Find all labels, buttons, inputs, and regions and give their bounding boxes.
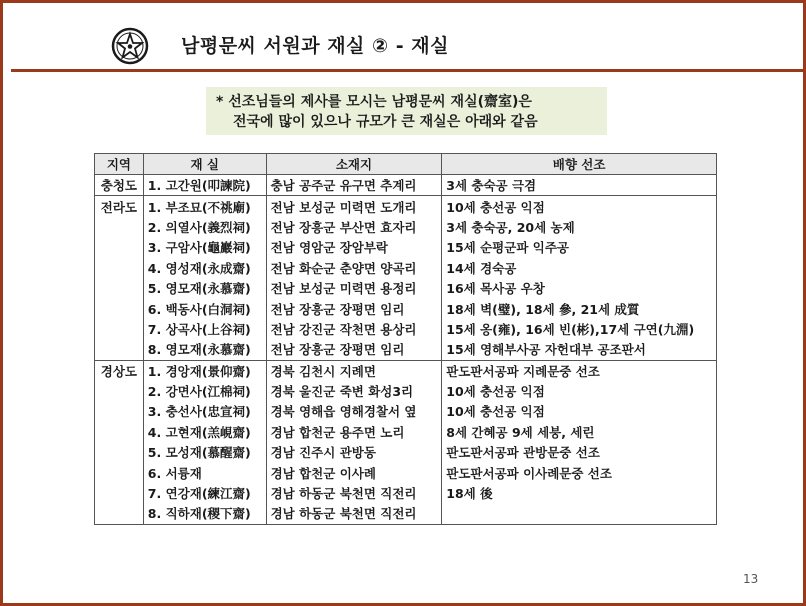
jaesil-table [94,153,717,525]
jaesil-cell: 6. 백동사(白洞祠) [143,298,266,318]
intro-note-line-2: 전국에 많이 있으나 규모가 큰 재실은 아래와 같음 [233,114,538,130]
location-cell: 전남 보성군 미력면 용정리 [266,278,442,298]
jaesil-cell: 5. 모성재(慕醒齋) [143,442,266,462]
ancestor-cell: 판도판서공파 이사례문중 선조 [442,462,717,482]
jaesil-cell: 4. 영성재(永成齋) [143,258,266,278]
jaesil-cell: 7. 상곡사(上谷祠) [143,319,266,339]
ancestor-cell: 판도판서공파 지례문중 선조 [442,360,717,381]
location-cell: 전남 장흥군 부산면 효자리 [266,217,442,237]
region-cell [95,381,144,401]
jaesil-cell: 1. 부조묘(不祧廟) [143,196,266,217]
region-cell [95,319,144,339]
location-cell: 전남 영암군 장암부락 [266,237,442,257]
location-cell: 경남 진주시 관방동 [266,442,442,462]
location-cell: 경북 영해읍 영해경찰서 옆 [266,401,442,421]
header-region: 지역 [95,154,144,175]
table-row [95,442,717,462]
jaesil-cell: 1. 고간원(叩諫院) [143,175,266,196]
jaesil-cell: 6. 서륭재 [143,462,266,482]
table-row [95,360,717,381]
location-cell: 전남 장흥군 장평면 임리 [266,298,442,318]
region-cell: 전라도 [95,196,144,217]
table-row [95,258,717,278]
ancestor-cell: 3세 충숙공 극겸 [442,175,717,196]
location-cell: 경남 합천군 이사례 [266,462,442,482]
ancestor-cell: 10세 충선공 익점 [442,381,717,401]
ancestor-cell: 15세 영해부사공 자헌대부 공조판서 [442,339,717,360]
region-cell [95,422,144,442]
table-row [95,462,717,482]
table-row [95,298,717,318]
intro-note-line-1: * 선조님들의 제사를 모시는 남평문씨 재실(齋室)은 [216,94,532,110]
region-cell: 경상도 [95,360,144,381]
region-cell [95,258,144,278]
region-cell [95,462,144,482]
jaesil-cell: 1. 경앙재(景仰齋) [143,360,266,381]
ancestor-cell: 15세 옹(雍), 16세 빈(彬),17세 구연(九淵) [442,319,717,339]
region-cell [95,217,144,237]
region-cell [95,237,144,257]
ancestor-cell: 16세 목사공 우창 [442,278,717,298]
region-cell [95,298,144,318]
jaesil-cell: 3. 구암사(龜巖祠) [143,237,266,257]
jaesil-cell: 2. 강면사(江棉祠) [143,381,266,401]
ancestor-cell: 18세 벽(璧), 18세 參, 21세 成質 [442,298,717,318]
ancestor-cell: 판도판서공파 관방문중 선조 [442,442,717,462]
table-row [95,483,717,503]
location-cell: 전남 보성군 미력면 도개리 [266,196,442,217]
table-row [95,196,717,217]
location-cell: 전남 강진군 작천면 용상리 [266,319,442,339]
region-cell [95,483,144,503]
region-cell: 충청도 [95,175,144,196]
region-cell [95,503,144,524]
ancestor-cell: 10세 충선공 익점 [442,196,717,217]
table-row [95,175,717,196]
jaesil-cell: 3. 충선사(忠宣祠) [143,401,266,421]
jaesil-cell: 5. 영모재(永慕齋) [143,278,266,298]
ancestor-cell: 3세 충숙공, 20세 농제 [442,217,717,237]
table-row [95,503,717,524]
ancestor-cell: 8세 간혜공 9세 세붕, 세린 [442,422,717,442]
location-cell: 전남 화순군 춘양면 양곡리 [266,258,442,278]
table-row [95,319,717,339]
table-row [95,381,717,401]
page-title: 남평문씨 서원과 재실 ② - 재실 [181,35,449,57]
ancestor-cell: 15세 순평군파 익주공 [442,237,717,257]
location-cell: 경남 합천군 용주면 노리 [266,422,442,442]
region-cell [95,278,144,298]
jaesil-cell: 8. 영모재(永慕齋) [143,339,266,360]
jaesil-cell: 8. 직하재(稷下齋) [143,503,266,524]
ancestor-cell: 10세 충선공 익점 [442,401,717,421]
intro-note [206,87,607,135]
location-cell: 전남 장흥군 장평면 임리 [266,339,442,360]
header-ancestor: 배향 선조 [442,154,717,175]
table-row [95,217,717,237]
jaesil-cell: 7. 연강재(練江齋) [143,483,266,503]
table-row [95,339,717,360]
location-cell: 경남 하동군 북천면 직전리 [266,483,442,503]
table-row [95,422,717,442]
header-jaesil: 재 실 [143,154,266,175]
table-row [95,278,717,298]
location-cell: 충남 공주군 유구면 추계리 [266,175,442,196]
table-row [95,401,717,421]
page-number: 13 [743,572,759,586]
header-location: 소재지 [266,154,442,175]
location-cell: 경북 울진군 죽변 화성3리 [266,381,442,401]
region-cell [95,401,144,421]
region-cell [95,442,144,462]
region-cell [95,339,144,360]
table-header-row [95,154,717,175]
jaesil-cell: 4. 고현재(羔峴齋) [143,422,266,442]
clan-star-emblem-icon [111,27,149,65]
ancestor-cell: 14세 경숙공 [442,258,717,278]
ancestor-cell [442,503,717,524]
ancestor-cell: 18세 後 [442,483,717,503]
title-divider [11,69,803,72]
location-cell: 경남 하동군 북천면 직전리 [266,503,442,524]
jaesil-cell: 2. 의열사(義烈祠) [143,217,266,237]
table-row [95,237,717,257]
location-cell: 경북 김천시 지례면 [266,360,442,381]
